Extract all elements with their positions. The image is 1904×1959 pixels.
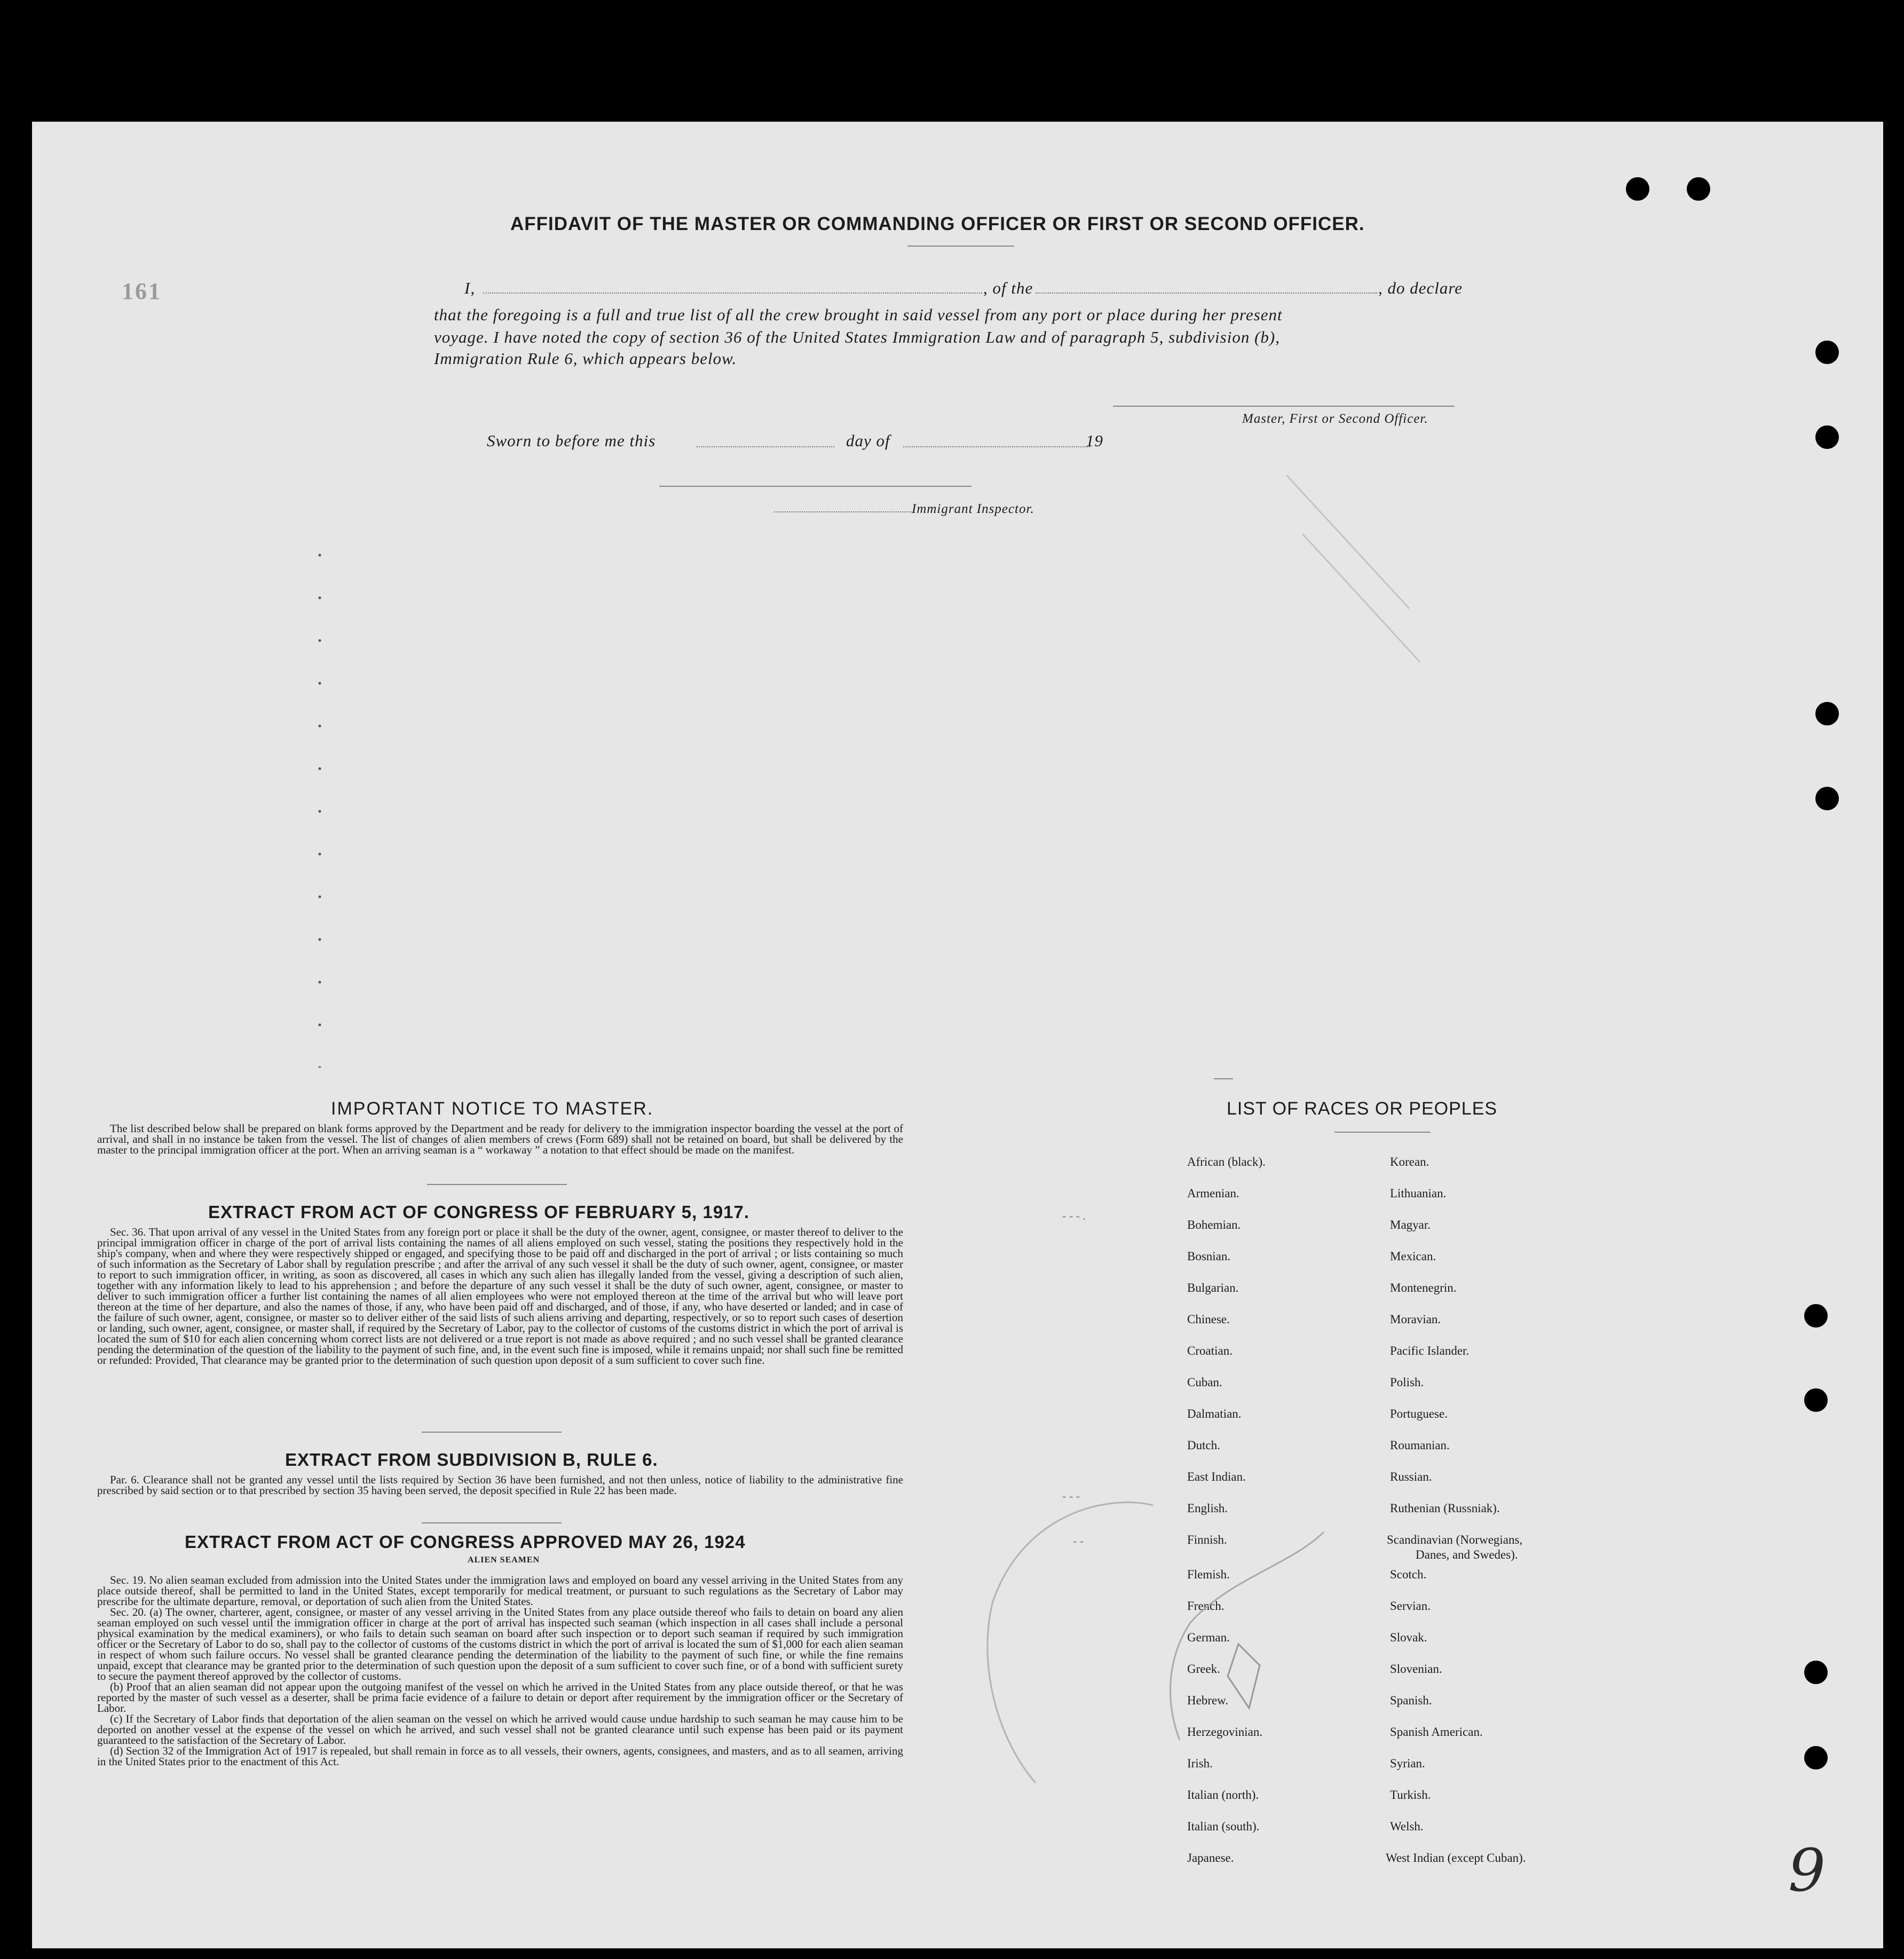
race-item: Herzegovinian. [1187, 1725, 1263, 1739]
signature-caption: Master, First or Second Officer. [1242, 412, 1428, 426]
race-item: Cuban. [1187, 1376, 1222, 1389]
race-item: Armenian. [1187, 1187, 1239, 1200]
rule-6-body [97, 1474, 903, 1496]
race-item: Portuguese. [1390, 1407, 1448, 1420]
extract-1917-title: EXTRACT FROM ACT OF CONGRESS OF FEBRUARY 5, 1917. [208, 1202, 750, 1222]
margin-dashes: - - [1073, 1534, 1084, 1547]
punch-hole [1815, 787, 1839, 810]
notice-rule [427, 1184, 567, 1185]
inspector-caption: Immigrant Inspector. [912, 502, 1034, 516]
extract-1924-title: EXTRACT FROM ACT OF CONGRESS APPROVED MAY 26, 1924 [185, 1532, 746, 1552]
affidavit-text-line-4: Immigration Rule 6, which appears below. [434, 349, 737, 368]
race-item: Moravian. [1390, 1313, 1441, 1326]
affidavit-text-line-2: that the foregoing is a full and true list of all the crew brought in said vessel from any port or place during her present [434, 305, 1283, 324]
race-item: Roumanian. [1390, 1439, 1450, 1452]
rule-6-rule [422, 1522, 562, 1523]
notice-title: IMPORTANT NOTICE TO MASTER. [331, 1099, 654, 1119]
race-item: German. [1187, 1631, 1230, 1644]
margin-dashes: - - - . [1062, 1209, 1086, 1222]
extract-1924-para-5: (d) Section 32 of the Immigration Act of 1917 is repealed, but shall remain in force as to all vessels, their owners, agents, consignees, and masters, and as to all seamen, arriving in the United States prior to the enactment of this Act. [97, 1744, 903, 1768]
race-item: Syrian. [1390, 1757, 1425, 1770]
races-top-dash [1214, 1078, 1233, 1079]
race-item: Spanish. [1390, 1694, 1432, 1707]
declarant-line-of-the: , of the [983, 279, 1033, 297]
extract-1924-body [97, 1575, 903, 1767]
race-item: Polish. [1390, 1376, 1424, 1389]
affidavit-title: AFFIDAVIT OF THE MASTER OR COMMANDING OFFICER OR FIRST OR SECOND OFFICER. [510, 214, 1365, 234]
sworn-text: Sworn to before me this [487, 431, 656, 450]
race-item: East Indian. [1187, 1470, 1246, 1483]
race-item: Irish. [1187, 1757, 1213, 1770]
race-item: Welsh. [1390, 1820, 1424, 1833]
notice-body [97, 1123, 903, 1155]
race-item: Dutch. [1187, 1439, 1220, 1452]
inspector-rule [659, 486, 971, 487]
sworn-month-field[interactable] [903, 446, 1090, 447]
race-item: Scotch. [1390, 1568, 1427, 1581]
race-item: Slovenian. [1390, 1662, 1442, 1676]
margin-dashes: - - - [1062, 1489, 1080, 1503]
race-item: Dalmatian. [1187, 1407, 1242, 1420]
race-item: Scandinavian (Norwegians, [1387, 1533, 1523, 1546]
extract-1924-para-3: (b) Proof that an alien seaman did not appear upon the outgoing manifest of the vessel on which he arrived in the United States from any place outside thereof, or that he was reported by the master of such vessel as a deserter, shall be prima facie evidence of a failure to detain or deport after requirement by the immigration officer or the Secretary of Labor. [97, 1680, 903, 1715]
extract-1924-para-4: (c) If the Secretary of Labor finds that deportation of the alien seaman on the vessel on which he arrived would cause undue hardship to such seaman he may cause him to be deported on another vessel at the expense of the vessel on which he arrived, and such vessel shall not be granted clearance until such expense has been paid or its payment guaranteed to the satisfaction of the Secretary of Labor. [97, 1712, 903, 1747]
vessel-name-field[interactable] [1036, 293, 1377, 294]
affidavit-text-line-3: voyage. I have noted the copy of section 36 of the United States Immigration Law and of paragraph 5, subdivision (b), [434, 328, 1280, 346]
races-title: LIST OF RACES OR PEOPLES [1227, 1099, 1498, 1119]
handwritten-mark: 9 [1788, 1836, 1826, 1905]
race-item: French. [1187, 1599, 1224, 1613]
race-item: English. [1187, 1502, 1228, 1515]
race-item: Magyar. [1390, 1218, 1431, 1231]
declarant-name-field[interactable] [483, 293, 982, 294]
signature-line[interactable] [1113, 406, 1455, 407]
race-item: Greek. [1187, 1662, 1220, 1676]
inspector-signature-field[interactable] [774, 511, 914, 512]
punch-hole [1815, 341, 1839, 364]
title-rule [907, 246, 1014, 247]
margin-specks [318, 534, 321, 1068]
diagonal-pencil-marks [1281, 470, 1452, 673]
punch-hole [1687, 177, 1710, 201]
day-of-text: day of [846, 431, 890, 450]
race-item: Mexican. [1390, 1250, 1436, 1263]
race-item: West Indian (except Cuban). [1386, 1851, 1526, 1865]
race-item: Croatian. [1187, 1344, 1233, 1357]
punch-hole [1804, 1388, 1828, 1412]
race-item: Turkish. [1390, 1788, 1431, 1802]
extract-1917-body [97, 1227, 903, 1365]
punch-hole [1626, 177, 1649, 201]
race-item: Finnish. [1187, 1533, 1227, 1546]
declarant-line-i: I, [464, 279, 476, 297]
race-item: Japanese. [1187, 1851, 1234, 1865]
sworn-day-field[interactable] [697, 446, 834, 447]
declarant-line-declare: , do declare [1378, 279, 1463, 297]
race-item: Montenegrin. [1390, 1281, 1457, 1294]
punch-hole [1804, 1746, 1828, 1770]
margin-mark: 161 [122, 278, 162, 304]
race-item: Ruthenian (Russniak). [1390, 1502, 1500, 1515]
race-item: Italian (north). [1187, 1788, 1259, 1802]
punch-hole [1804, 1304, 1828, 1328]
race-item: African (black). [1187, 1155, 1266, 1168]
extract-1924-para-2: Sec. 20. (a) The owner, charterer, agent, consignee, or master of any vessel arriving in the United States from any place outside thereof who fails to detain on board any alien seaman employed on such vessel until the immigration officer in charge at the port of arrival has inspected such seaman (which inspection in all cases shall include a personal physical examination by the medical examiners), or who fails to detain such seaman on board after such inspection or to deport such seaman if required by such immigration officer or the Secretary of Labor to do so, shall pay to the collector of customs of the customs district in which the port of arrival is located the sum of $1,000 for each alien seaman in respect of whom such failure occurs. No vessel shall be granted clearance pending the determination of the liability to the payment of such fine, or while the fine remains unpaid, except that clearance may be granted prior to the determination of such question upon the deposit of a sum sufficient to cover such fine, or of a bond with sufficient surety to secure the payment thereof approved by the collector of customs. [97, 1606, 903, 1682]
extract-1917-rule [422, 1432, 562, 1433]
punch-hole [1815, 425, 1839, 449]
race-item: Pacific Islander. [1390, 1344, 1470, 1357]
race-item: Slovak. [1390, 1631, 1427, 1644]
race-item: Flemish. [1187, 1568, 1230, 1581]
race-item: Hebrew. [1187, 1694, 1229, 1707]
race-item: Spanish American. [1390, 1725, 1483, 1739]
rule-6-title: EXTRACT FROM SUBDIVISION B, RULE 6. [285, 1450, 658, 1470]
race-item: Russian. [1390, 1470, 1432, 1483]
race-item: Bulgarian. [1187, 1281, 1239, 1294]
race-item-continuation: Danes, and Swedes). [1416, 1548, 1518, 1561]
race-item: Lithuanian. [1390, 1187, 1447, 1200]
race-item: Servian. [1390, 1599, 1431, 1613]
rule-6-text: Par. 6. Clearance shall not be granted any vessel until the lists required by Section 36 have been furnished, and not then unless, notice of liability to the administrative fine prescribed by said section or to that prescribed by section 35 having been served, the deposit specified in Rule 22 has been made. [97, 1473, 903, 1497]
extract-1924-subtitle: ALIEN SEAMEN [468, 1555, 540, 1565]
race-item: Chinese. [1187, 1313, 1230, 1326]
punch-hole [1815, 702, 1839, 725]
race-item: Bosnian. [1187, 1250, 1231, 1263]
punch-hole [1804, 1661, 1828, 1684]
race-item: Korean. [1390, 1155, 1429, 1168]
race-item: Bohemian. [1187, 1218, 1241, 1231]
year-prefix: 19 [1086, 431, 1103, 450]
races-title-rule [1334, 1132, 1431, 1133]
notice-text: The list described below shall be prepared on blank forms approved by the Department and be ready for delivery to the immigration inspector boarding the vessel at the port of arrival, and shall in no instance be taken from the vessel. The list of changes of alien members of crews (Form 689) shall not be retained on board, but shall be delivered by the master to the principal immigration officer at the port. When an arriving seaman is a “ workaway ” a notation to that effect should be made on the manifest. [97, 1122, 903, 1156]
pencil-scribble [950, 1441, 1431, 1895]
extract-1924-para-1: Sec. 19. No alien seaman excluded from admission into the United States under the immigration laws and employed on board any vessel arriving in the United States from any place outside thereof, shall be permitted to land in the United States, except temporarily for medical treatment, or pursuant to such regulations as the Secretary of Labor may prescribe for the ultimate departure, removal, or deportation of such alien from the United States. [97, 1574, 903, 1608]
extract-1917-text: Sec. 36. That upon arrival of any vessel in the United States from any foreign port or place it shall be the duty of the owner, agent, consignee, or master thereof to deliver to the principal immigration officer in charge of the port of arrival lists containing the names of all aliens employed on such vessel, stating the positions they respectively hold in the ship's company, when and where they were respectively shipped or engaged, and specifying those to be paid off and discharged in the port of arrival ; or lists containing so much of such information as the Secretary of Labor shall by regulation prescribe ; and after the arrival of any such vessel it shall be the duty of such owner, agent, consignee, or master to report to such immigration officer, in writing, as soon as discovered, all cases in which any such alien has illegally landed from the vessel, giving a description of such alien, together with any information likely to lead to his apprehension ; and before the departure of any such vessel it shall be the duty of such owner, agent, consignee, or master to deliver to such immigration officer a further list containing the names of all alien employees who were not employed thereon at the time of the arrival but who will leave port thereon at the time of her departure, and also the names of those, if any, who have been paid off and discharged, and of those, if any, who have deserted or landed; and in case of the failure of such owner, agent, consignee, or master so to deliver either of the said lists of such aliens arriving and departing, respectively, or so to report such cases of desertion or landing, such owner, agent, consignee, or master shall, if required by the Secretary of Labor, pay to the collector of customs of the customs district in which the port of arrival is located the sum of $10 for each alien concerning whom correct lists are not delivered or a true report is not made as above required ; and no such vessel shall be granted clearance pending the determination of the question of the liability to the payment of such fine, and, in the event such fine is imposed, while it remains unpaid; nor shall such fine be remitted or refunded: Provided, That clearance may be granted prior to the determination of such question upon deposit of a sum sufficient to cover such fine. [97, 1226, 903, 1366]
race-item: Italian (south). [1187, 1820, 1260, 1833]
